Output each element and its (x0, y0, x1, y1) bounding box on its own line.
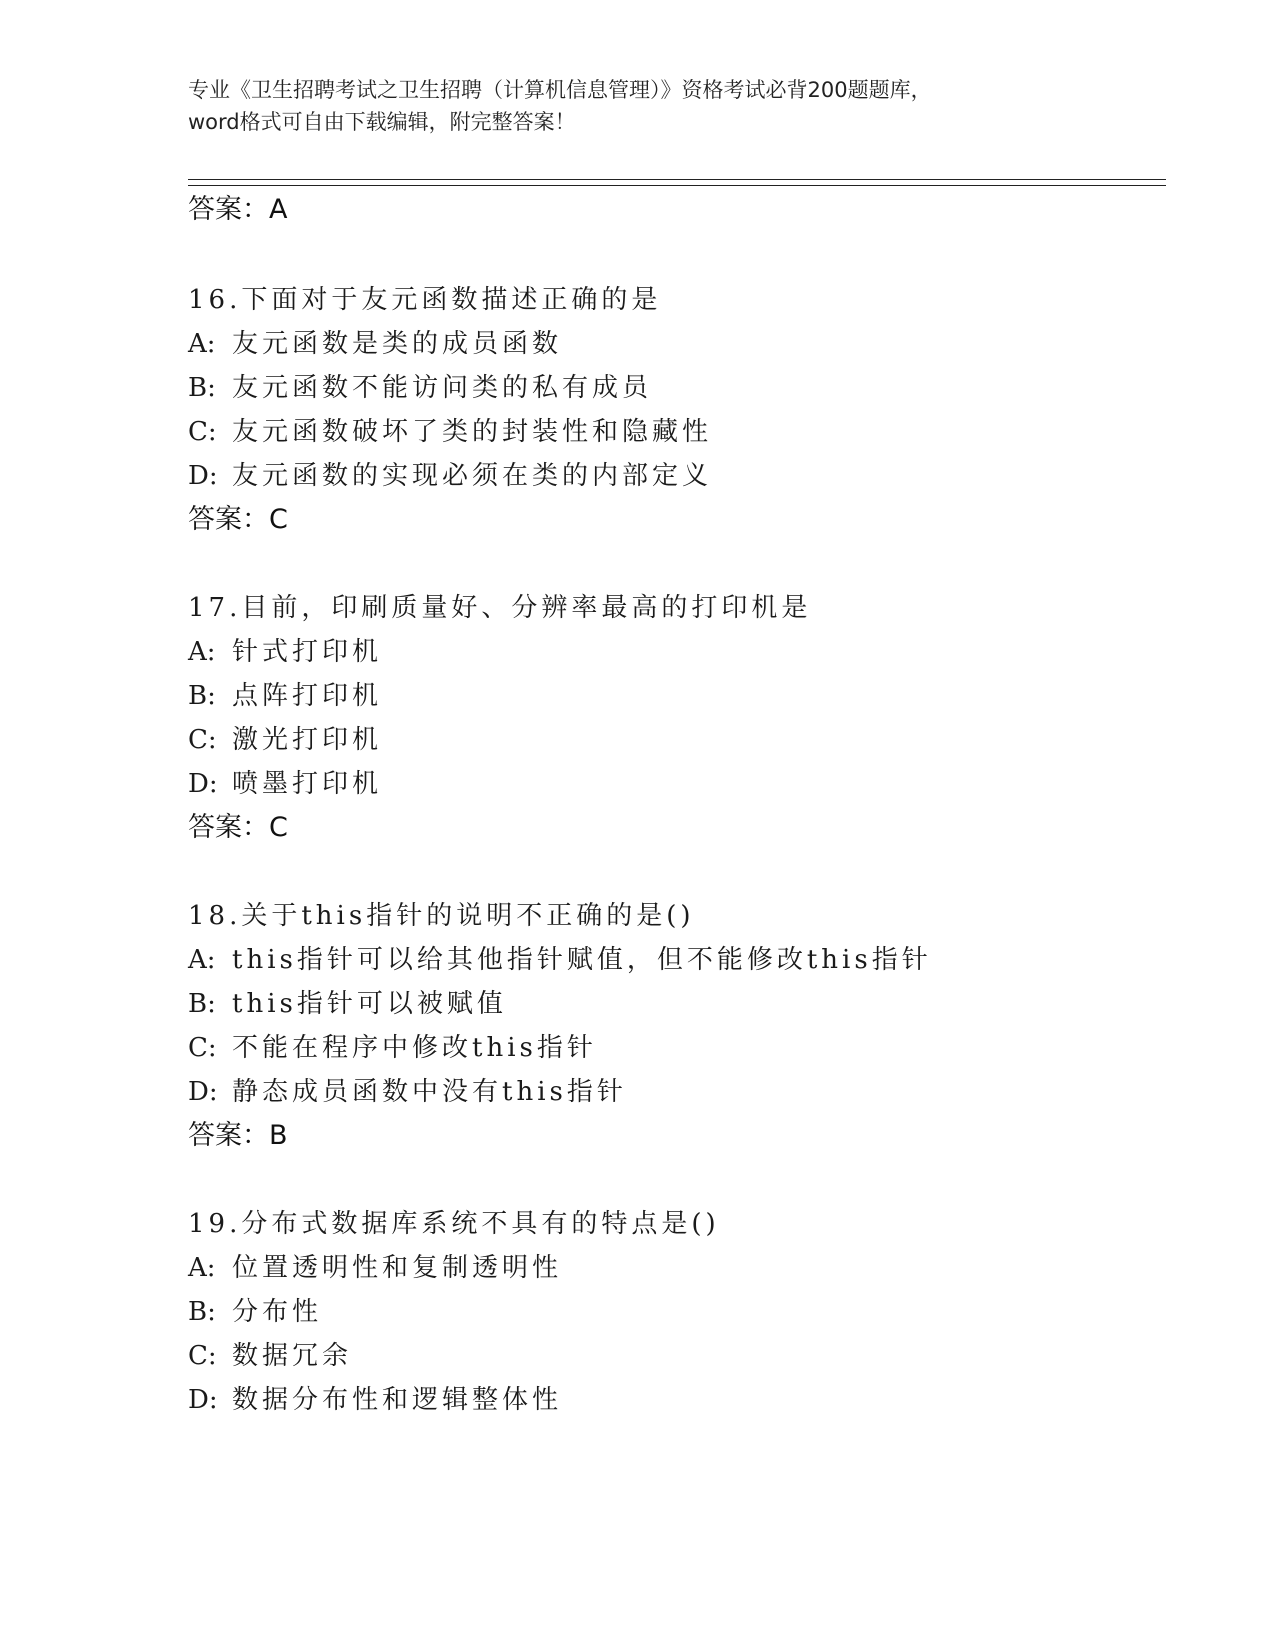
option-b (188, 987, 507, 1021)
option-text: 静态成员函数中没有this指针 (232, 1077, 627, 1107)
header-line-1: 专业《卫生招聘考试之卫生招聘（计算机信息管理）》资格考试必背200题题库， (188, 78, 932, 102)
question-stem: 17.目前，印刷质量好、分辨率最高的打印机是 (188, 593, 812, 623)
question-stem: 18.关于this指针的说明不正确的是() (188, 901, 695, 931)
option-text: 友元函数是类的成员函数 (232, 329, 563, 359)
option-a (188, 327, 562, 361)
option-letter: A: (188, 329, 216, 359)
option-letter: A: (188, 1253, 216, 1283)
option-c (188, 723, 382, 757)
option-c (188, 415, 712, 449)
header-line-2: word格式可自由下载编辑，附完整答案！ (188, 110, 576, 134)
option-text: 不能在程序中修改this指针 (232, 1033, 597, 1063)
option-text: 友元函数的实现必须在类的内部定义 (232, 461, 713, 491)
option-c (188, 1339, 352, 1373)
answer-line: 答案：C (188, 504, 288, 535)
option-text: 点阵打印机 (232, 681, 383, 711)
question-stem: 16.下面对于友元函数描述正确的是 (188, 285, 662, 315)
answer-line: 答案：B (188, 1120, 288, 1151)
option-d (188, 1383, 562, 1417)
option-text: 喷墨打印机 (232, 769, 383, 799)
option-a (188, 1251, 562, 1285)
option-d (188, 459, 712, 493)
option-d (188, 767, 382, 801)
option-c (188, 1031, 597, 1065)
option-letter: D: (188, 461, 218, 491)
question-stem: 19.分布式数据库系统不具有的特点是() (188, 1209, 720, 1239)
option-letter: C: (188, 1341, 217, 1371)
option-letter: A: (188, 637, 216, 667)
option-letter: D: (188, 1077, 218, 1107)
option-b (188, 679, 382, 713)
header-divider-top (188, 179, 1166, 180)
document-header (188, 74, 1088, 138)
option-letter: C: (188, 1033, 217, 1063)
option-text: 友元函数不能访问类的私有成员 (232, 373, 653, 403)
option-letter: A: (188, 945, 216, 975)
option-text: this指针可以给其他指针赋值，但不能修改this指针 (232, 945, 932, 975)
header-divider-bottom (188, 185, 1166, 186)
option-text: 分布性 (232, 1297, 323, 1327)
option-letter: D: (188, 769, 218, 799)
option-text: 友元函数破坏了类的封装性和隐藏性 (232, 417, 713, 447)
option-letter: B: (188, 1297, 216, 1327)
option-b (188, 371, 652, 405)
option-text: 针式打印机 (232, 637, 383, 667)
answer-line: 答案：A (188, 194, 288, 225)
option-letter: B: (188, 681, 216, 711)
option-a (188, 635, 382, 669)
option-text: this指针可以被赋值 (232, 989, 507, 1019)
option-letter: C: (188, 725, 217, 755)
option-text: 位置透明性和复制透明性 (232, 1253, 563, 1283)
option-a (188, 943, 932, 977)
option-text: 数据分布性和逻辑整体性 (232, 1385, 563, 1415)
option-letter: B: (188, 373, 216, 403)
option-letter: C: (188, 417, 217, 447)
option-letter: B: (188, 989, 216, 1019)
option-text: 数据冗余 (232, 1341, 353, 1371)
option-letter: D: (188, 1385, 218, 1415)
option-d (188, 1075, 627, 1109)
answer-line: 答案：C (188, 812, 288, 843)
option-text: 激光打印机 (232, 725, 383, 755)
option-b (188, 1295, 322, 1329)
